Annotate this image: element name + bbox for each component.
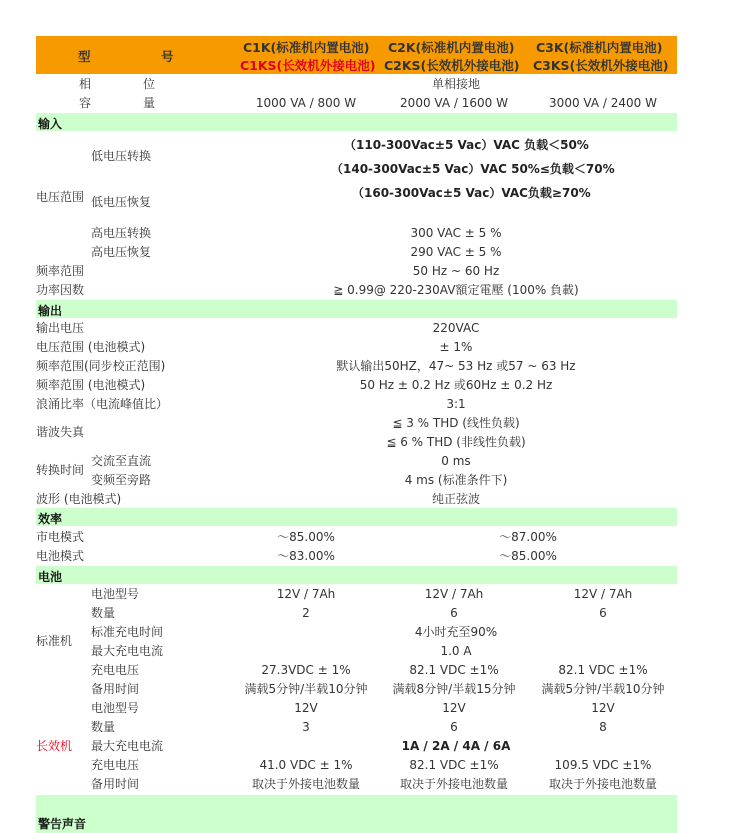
c2-model-standard: C2K(标准机内置电池) — [388, 40, 515, 55]
section-alarm-title: 警告声音 — [38, 817, 87, 831]
std-max-current-value: 1.0 A — [440, 644, 472, 658]
section-battery-title: 电池 — [38, 570, 63, 584]
waveform-value: 纯正弦波 — [431, 492, 480, 506]
output-voltage-label: 输出电压 — [36, 321, 85, 335]
long-backup-label: 备用时间 — [91, 777, 140, 791]
std-count-c2: 6 — [450, 606, 458, 620]
long-type-c2: 12V — [442, 701, 466, 715]
input-freq-label: 频率范围 — [36, 264, 85, 278]
std-charge-voltage-c3: 82.1 VDC ±1% — [558, 663, 648, 677]
std-count-c3: 6 — [599, 606, 607, 620]
std-charge-voltage-c2: 82.1 VDC ±1% — [409, 663, 499, 677]
longrun-model-label: 长效机 — [36, 739, 73, 753]
inv-bypass-value: 4 ms (标准条件下) — [404, 473, 508, 487]
std-type-c2: 12V / 7Ah — [424, 587, 484, 601]
long-count-c2: 6 — [450, 720, 458, 734]
section-battery — [36, 566, 677, 584]
section-output — [36, 300, 677, 318]
c3-model-standard: C3K(标准机内置电池) — [536, 40, 663, 55]
std-charge-time-value: 4小时充至90% — [414, 625, 498, 639]
eff-ac-c1: ～85.00% — [277, 530, 335, 544]
c3-model-longrun: C3KS(长效机外接电池) — [533, 58, 669, 73]
capacity-label-1: 容 — [79, 96, 92, 110]
freq-batt-value: 50 Hz ± 0.2 Hz 或60Hz ± 0.2 Hz — [359, 378, 553, 392]
high-transfer-value: 300 VAC ± 5 % — [410, 226, 502, 240]
long-backup-c2: 取决于外接电池数量 — [399, 777, 508, 791]
freq-sync-label: 频率范围(同步校正范围) — [36, 359, 166, 373]
section-output-title: 输出 — [38, 304, 63, 318]
eff-ac-c23: ～87.00% — [499, 530, 557, 544]
std-backup-c1: 满载5分钟/半载10分钟 — [244, 682, 368, 696]
power-factor-label: 功率因数 — [36, 283, 85, 297]
long-charge-voltage-label: 充电电压 — [91, 758, 140, 772]
std-backup-label: 备用时间 — [91, 682, 140, 696]
std-charge-voltage-c1: 27.3VDC ± 1% — [261, 663, 351, 677]
eff-batt-label: 电池模式 — [36, 549, 85, 563]
high-recover-value: 290 VAC ± 5 % — [410, 245, 502, 259]
capacity-c1: 1000 VA / 800 W — [255, 96, 357, 110]
power-factor-value: ≧ 0.99@ 220-230AV額定電壓 (100% 負載) — [333, 283, 579, 297]
freq-sync-value: 默认输出50HZ，47~ 53 Hz 或57 ~ 63 Hz — [336, 359, 576, 373]
output-vrange-value: ± 1% — [439, 340, 473, 354]
output-voltage-value: 220VAC — [432, 321, 480, 335]
section-input-title: 输入 — [38, 117, 63, 131]
waveform-label: 波形 (电池模式) — [36, 492, 122, 506]
c1-model-standard: C1K(标准机内置电池) — [243, 40, 370, 55]
long-charge-voltage-c2: 82.1 VDC ±1% — [409, 758, 499, 772]
ac-dc-value: 0 ms — [441, 454, 471, 468]
input-freq-value: 50 Hz ~ 60 Hz — [412, 264, 500, 278]
c2-model-longrun: C2KS(长效机外接电池) — [384, 58, 520, 73]
freq-batt-label: 频率范围 (电池模式) — [36, 378, 146, 392]
c1-model-longrun: C1KS(长效机外接电池) — [240, 58, 376, 73]
capacity-c2: 2000 VA / 1600 W — [400, 96, 508, 110]
long-max-current-label: 最大充电电流 — [91, 739, 164, 753]
eff-batt-c1: ～83.00% — [277, 549, 335, 563]
low-recover-label: 低电压恢复 — [91, 195, 152, 209]
section-alarm — [36, 795, 677, 833]
capacity-c3: 3000 VA / 2400 W — [549, 96, 657, 110]
capacity-label-2: 量 — [143, 96, 156, 110]
low-voltage-range-1: （110-300Vac±5 Vac）VAC 负载＜50% — [344, 138, 589, 152]
std-count-label: 数量 — [91, 606, 116, 620]
inv-bypass-label: 变频至旁路 — [91, 473, 152, 487]
voltage-range-label: 电压范围 — [36, 190, 85, 204]
model-label-1: 型 — [78, 49, 91, 64]
long-max-current-value: 1A / 2A / 4A / 6A — [401, 739, 511, 753]
thd-nonlinear-value: ≦ 6 % THD (非线性负载) — [386, 435, 526, 449]
crest-value: 3:1 — [446, 397, 466, 411]
low-transfer-label: 低电压转换 — [91, 149, 152, 163]
long-charge-voltage-c3: 109.5 VDC ±1% — [554, 758, 652, 772]
table-header — [36, 36, 677, 74]
long-count-label: 数量 — [91, 720, 116, 734]
low-voltage-range-3: （160-300Vac±5 Vac）VAC负载≥70% — [352, 186, 591, 200]
model-label-2: 号 — [161, 49, 174, 64]
section-input — [36, 113, 677, 131]
thd-label: 谐波失真 — [36, 425, 85, 439]
standard-model-label: 标准机 — [36, 634, 73, 648]
eff-batt-c23: ～85.00% — [499, 549, 557, 563]
ac-dc-label: 交流至直流 — [91, 454, 152, 468]
long-count-c3: 8 — [599, 720, 607, 734]
transfer-time-label: 转换时间 — [36, 463, 85, 477]
crest-label: 浪涌比率（电流峰值比） — [36, 397, 169, 411]
long-type-c1: 12V — [294, 701, 318, 715]
std-backup-c3: 满载5分钟/半载10分钟 — [541, 682, 665, 696]
std-type-c1: 12V / 7Ah — [276, 587, 336, 601]
thd-linear-value: ≦ 3 % THD (线性负载) — [392, 416, 520, 430]
std-max-current-label: 最大充电电流 — [91, 644, 164, 658]
long-charge-voltage-c1: 41.0 VDC ± 1% — [259, 758, 353, 772]
std-charge-time-label: 标准充电时间 — [91, 625, 164, 639]
long-backup-c1: 取决于外接电池数量 — [251, 777, 360, 791]
phase-label-1: 相 — [79, 77, 92, 91]
std-type-label: 电池型号 — [91, 587, 140, 601]
section-efficiency — [36, 508, 677, 526]
std-count-c1: 2 — [302, 606, 310, 620]
phase-label-2: 位 — [143, 77, 156, 91]
long-count-c1: 3 — [302, 720, 310, 734]
long-type-c3: 12V — [591, 701, 615, 715]
long-backup-c3: 取决于外接电池数量 — [548, 777, 657, 791]
phase-value: 单相接地 — [431, 77, 480, 91]
high-transfer-label: 高电压转换 — [91, 226, 152, 240]
high-recover-label: 高电压恢复 — [91, 245, 152, 259]
eff-ac-label: 市电模式 — [36, 530, 85, 544]
long-type-label: 电池型号 — [91, 701, 140, 715]
std-backup-c2: 满载8分钟/半载15分钟 — [392, 682, 516, 696]
section-efficiency-title: 效率 — [38, 512, 63, 526]
std-charge-voltage-label: 充电电压 — [91, 663, 140, 677]
output-vrange-label: 电压范围 (电池模式) — [36, 340, 146, 354]
std-type-c3: 12V / 7Ah — [573, 587, 633, 601]
low-voltage-range-2: （140-300Vac±5 Vac）VAC 50%≤负载＜70% — [331, 162, 615, 176]
